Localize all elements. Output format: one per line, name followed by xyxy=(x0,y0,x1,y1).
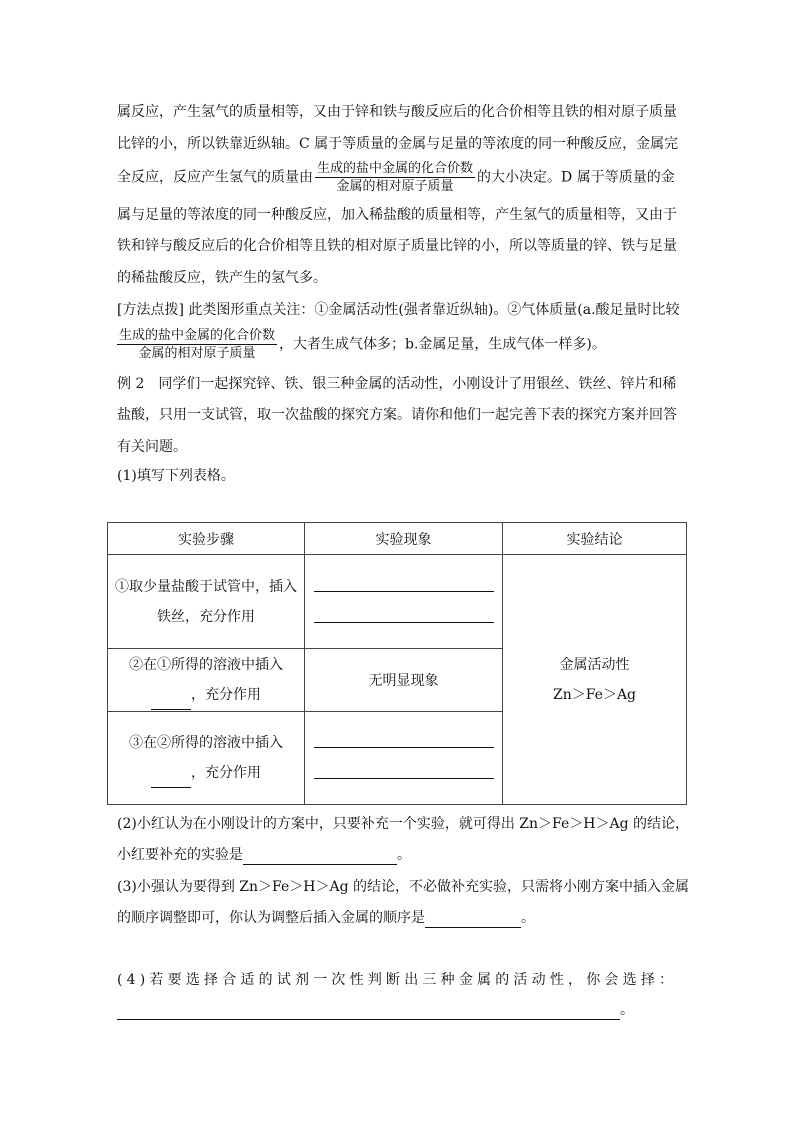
question-3-line-2 xyxy=(117,908,535,928)
header-phenomenon: 实验现象 xyxy=(305,523,503,555)
answer-blank[interactable] xyxy=(151,693,191,710)
question-2-prefix: 小红要补充的实验是 xyxy=(117,847,243,863)
example-line-3: 有关问题。 xyxy=(117,439,187,455)
table-header-row xyxy=(108,523,687,555)
answer-blank[interactable] xyxy=(151,771,191,788)
question-3-suffix: 。 xyxy=(521,910,535,926)
example-line-1: 例 2 同学们一起探究锌、铁、银三种金属的活动性，小刚设计了用银丝、铁丝、锌片和稀 xyxy=(117,376,677,392)
fraction-numerator: 生成的盐中金属的化合价数 xyxy=(317,161,474,176)
question-3-prefix: 的顺序调整即可，你认为调整后插入金属的顺序是 xyxy=(117,910,425,926)
method-fraction xyxy=(117,327,277,362)
fraction-valence-over-mass xyxy=(315,160,475,195)
method-line-1: [方法点拨] 此类图形重点关注：①金属活动性(强者靠近纵轴)。②气体质量(a.酸足量时比较 xyxy=(117,302,680,318)
conclusion-line-b: Zn＞Fe＞Ag xyxy=(552,686,637,703)
header-step: 实验步骤 xyxy=(108,523,305,555)
step-2-suffix: ，充分作用 xyxy=(191,687,261,703)
conclusion-cell xyxy=(503,555,687,805)
step-1-line-b: 铁丝，充分作用 xyxy=(157,608,255,625)
step-cell-3 xyxy=(108,712,305,805)
step-2-line-b xyxy=(108,680,304,710)
step-1-line-a: ①取少量盐酸于试管中，插入 xyxy=(115,578,297,595)
conclusion-line-a: 金属活动性 xyxy=(559,656,630,673)
answer-blank[interactable] xyxy=(314,758,494,779)
step-3-line-b xyxy=(108,758,304,788)
answer-blank[interactable] xyxy=(314,727,494,748)
paragraph-line-1: 属反应，产生氢气的质量相等，又由于锌和铁与酸反应后的化合价相等且铁的相对原子质量 xyxy=(117,104,677,120)
step-3-suffix: ，充分作用 xyxy=(191,765,261,781)
phenomenon-cell-3 xyxy=(305,712,503,805)
phenomenon-cell-2: 无明显现象 xyxy=(305,649,503,712)
example-line-2: 盐酸，只用一支试管，取一次盐酸的探究方案。请你和他们一起完善下表的探究方案并回答 xyxy=(117,407,677,423)
question-2-suffix: 。 xyxy=(397,847,411,863)
paragraph-line-4: 属与足量的等浓度的同一种酸反应，加入稀盐酸的质量相等，产生氢气的质量相等，又由于 xyxy=(117,207,677,223)
question-2-line-2 xyxy=(117,845,411,865)
step-cell-2 xyxy=(108,649,305,712)
method-line-2-post: ，大者生成气体多；b.金属足量，生成气体一样多)。 xyxy=(279,336,606,353)
method-line-2 xyxy=(117,327,606,362)
paragraph-line-3 xyxy=(117,160,675,195)
answer-blank[interactable] xyxy=(314,602,494,623)
header-conclusion: 实验结论 xyxy=(503,523,687,555)
answer-blank[interactable] xyxy=(117,1003,620,1020)
paragraph-line-6: 的稀盐酸反应，铁产生的氢气多。 xyxy=(117,270,327,286)
paragraph-line-3-pre: 全反应，反应产生氢气的质量由 xyxy=(117,169,313,186)
question-4-line-2 xyxy=(117,1000,634,1020)
table-row xyxy=(108,555,687,649)
step-3-line-a: ③在②所得的溶液中插入 xyxy=(129,735,283,751)
paragraph-line-3-post: 的大小决定。D 属于等质量的金 xyxy=(477,169,675,186)
paragraph-line-2: 比锌的小，所以铁靠近纵轴。C 属于等质量的金属与足量的等浓度的同一种酸反应，金属完 xyxy=(117,136,679,152)
question-2-line-1: (2)小红认为在小刚设计的方案中，只要补充一个实验，就可得出 Zn＞Fe＞H＞Ag 的结论， xyxy=(117,816,689,832)
answer-blank[interactable] xyxy=(314,571,494,592)
step-2-line-a: ②在①所得的溶液中插入 xyxy=(129,657,283,673)
method-fraction-denominator: 金属的相对原子质量 xyxy=(138,346,256,361)
step-cell-1 xyxy=(108,555,305,649)
question-4-line-1: (4)若要选择合适的试剂一次性判断出三种金属的活动性，你会选择： xyxy=(117,972,678,988)
experiment-table xyxy=(107,522,687,805)
answer-blank[interactable] xyxy=(243,848,397,865)
method-fraction-numerator: 生成的盐中金属的化合价数 xyxy=(119,328,276,343)
paragraph-line-5: 铁和锌与酸反应后的化合价相等且铁的相对原子质量比锌的小，所以等质量的锌、铁与足量 xyxy=(117,238,677,254)
question-3-line-1: (3)小强认为要得到 Zn＞Fe＞H＞Ag 的结论，不必做补充实验，只需将小刚方案中插入金属 xyxy=(117,879,689,895)
question-4-suffix: 。 xyxy=(620,1002,634,1018)
phenomenon-cell-1 xyxy=(305,555,503,649)
answer-blank[interactable] xyxy=(425,911,521,928)
question-1: (1)填写下列表格。 xyxy=(117,468,235,484)
fraction-denominator: 金属的相对原子质量 xyxy=(336,179,454,194)
